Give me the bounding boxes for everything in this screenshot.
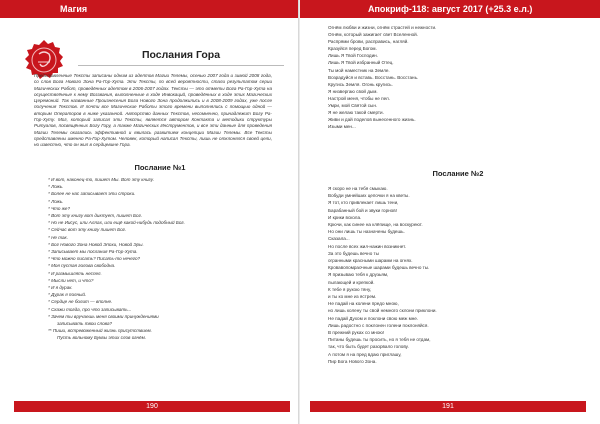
- message1-line: Пусть вольному Буквы этих слов огнём.: [57, 335, 147, 341]
- message1-line: * Бог Нового Зона Новой Эпохи, Новой Эры.: [48, 241, 144, 247]
- page-title: Послания Гора: [141, 49, 221, 61]
- message2-line: Сказала...: [328, 236, 350, 242]
- text-line: Кругись Земля. Огонь кругись.: [328, 81, 393, 87]
- message2-line: Лишь радостно с поклонен голени поклоняйся.: [328, 322, 429, 328]
- page-number: 190: [140, 401, 164, 412]
- title-box: [78, 45, 284, 66]
- message1-line: * Более не нас записывает эти строки.: [48, 191, 136, 197]
- left-footer: [14, 401, 290, 412]
- message1-line: * Что же?: [48, 205, 71, 211]
- message1-line: * Но не Иисус, или Аллах, или ещё какой-нибудь подобный Бог.: [48, 220, 185, 226]
- message1-line: * Вот эту книгу вот диктует, пишет Бог.: [48, 213, 143, 219]
- message1-line: * Записывает мы послания Ра-Гор-Хута.: [48, 249, 138, 255]
- message2-line: Барабанный бой и звуки горнов!: [328, 207, 397, 213]
- message2-line: За это будешь вечно ты: [328, 250, 379, 256]
- text-line: Умри, мой Святой сын.: [328, 103, 378, 109]
- message1-line: * Ложь.: [48, 184, 64, 190]
- message1-line: * И размышлять неспел.: [48, 270, 102, 276]
- message1-line: * Скажи тогда, про что записывать...: [48, 306, 132, 312]
- message1-line: * Дурак я полный.: [48, 292, 87, 298]
- page-number: 191: [436, 401, 460, 412]
- right-page: [300, 0, 600, 424]
- message1-line: * Что можно писать? Писать-то нечего?: [48, 256, 141, 262]
- message2-line: Не падай на колени предо мною,: [328, 301, 399, 307]
- message1-line: * Ложь.: [48, 198, 64, 204]
- message2-line: Вобуди умнейших цепочки я на кветы.: [328, 193, 410, 199]
- message1-line: * Сердце не болит — вполне.: [48, 299, 113, 305]
- message1-line: ** Пиши, встревоженный жизнь присутствием.: [48, 328, 152, 334]
- message1-line: записывать твои слова?: [57, 321, 113, 327]
- message2-line: и ты ко мне из ястрем.: [328, 294, 377, 300]
- message2-line: Питаны будешь ты просить, но я тебя не отдам,: [328, 337, 431, 343]
- right-footer: [310, 401, 586, 412]
- message1-body: [48, 176, 268, 342]
- message1-line: * Сейчас вот эту книгу пишет Бог.: [48, 227, 127, 233]
- right-header-title: Апокриф-118: август 2017 (+25.3 е.л.): [368, 4, 533, 14]
- text-line: Я не желаю такой смерти.: [328, 110, 384, 116]
- message2-body: [328, 185, 568, 365]
- message2-line: Я тот, кто привлекает лишь тени,: [328, 200, 399, 206]
- left-header: [0, 0, 300, 18]
- message2-line: Я призываю тебя к друзьям,: [328, 272, 389, 278]
- text-line: Изыми мен...: [328, 124, 356, 130]
- text-line: Я низвергаю свой дым.: [328, 88, 378, 94]
- message2-line: Крючи, как синее на клёпище, на воскуреют.: [328, 222, 423, 228]
- message2-line: Пир Бога Нового Зона.: [328, 358, 377, 364]
- message1-line: * Моя пустая голова свободна.: [48, 263, 116, 269]
- message1-title: Послание №1: [134, 163, 186, 172]
- continued-text: [328, 24, 568, 130]
- text-line: Огнём, который зажигает свет Вселенной.: [328, 32, 419, 38]
- message2-line: К тебе я рукою тяну,: [328, 286, 372, 292]
- message1-line: * Мысли нет, и что?: [48, 277, 94, 283]
- message2-line: но лишь колену ты свой немного склони приклони.: [328, 308, 437, 314]
- message1-line: * Не так.: [48, 234, 68, 240]
- message2-line: пылающей и крепкой.: [328, 279, 375, 285]
- message2-line: Я скоро не на тебя смыкаю.: [328, 186, 388, 191]
- text-line: Ты мой наместник на Земле.: [328, 67, 390, 73]
- text-line: Огнём любви и жизни, огнём страстей и нежности.: [328, 25, 437, 30]
- message2-line: так, что быть будет разорвало голову.: [328, 344, 409, 350]
- text-line: Кразуйся перед Богом.: [328, 46, 377, 52]
- message2-title: Послание №2: [432, 169, 484, 178]
- text-line: Возрадуйся и вставь. Восстань. Восстань.: [328, 74, 419, 80]
- intro-paragraph: Представленные Тексты записаны одним из адептов Магии Телемы, осенью 2007 года и зимой 2008 года, со слов Бога Нового Зона Ра-Гор-Хута. Эти Тексты, по всей вероятности, стали результатом серии Магических Работ, проведённых адептом в 2006-2007 годах. Тексты — это отметы Бога Ра-Гор-Хута на осуществлённые к нему Воззвания, выполненные в ходе Инвокаций, проведённых в ходе этих Магических Церемоний. Так названные Произнесения Бога Нового Зона продолжились и в 2008-2009 годах, уже после получения Текстов. И почти все Магические Работы этого времени выполнялись с помощью одной — вторым Операторов в ниже указанной. Авторство данных Текстов, несомненно, принадлежит Богу Ра-Гор-Хуту. Мог, который записал эти Тексты, является автором Контакта и методики структуры Ритуалов, посвящённых Богу Гору, а также Магических Инструментов, и все эти данные для проведения Магии Телемы оказались эффективной и явилась развитием концепции Магии Телемы. Все Тексты представлены именно Ра-Гор-Хутом. Человек, который написал Тексты, лишь не отклонялся своей цели, но известно, что он жил в сердцевине Гора.: [34, 73, 272, 148]
- message2-line: Но они лишь ты назначены будешь.: [328, 229, 405, 235]
- message1-line: * И я дурак.: [48, 285, 73, 291]
- message2-line: Но после всех жил-нажин возникнет.: [328, 243, 407, 249]
- left-header-title: Магия: [60, 4, 88, 14]
- message2-line: И крики вскола.: [328, 214, 362, 220]
- text-line: Настрой меня, чтобы не пел.: [328, 95, 390, 101]
- message2-line: Кровавопомраочные шарами будешь вечно ты.: [328, 265, 430, 271]
- message2-line: огранными красными шарами на огнях.: [328, 258, 413, 264]
- message2-line: А потом я на пред вдаю приглашу,: [328, 351, 402, 357]
- text-line: Лишь Я Твой избранный Отец.: [328, 60, 394, 66]
- message2-line: В прежний руках со мною!: [328, 330, 385, 336]
- text-line: Живи и дай поделов вынесенного жизнь.: [328, 117, 416, 123]
- text-line: Распрями брови, расправись, нагляй.: [328, 39, 409, 45]
- right-header: [300, 0, 600, 18]
- message1-line: * Зачем ты вручаешь меня своими принуждениями: [48, 313, 159, 319]
- text-line: Лишь Я Твой Господин.: [328, 53, 378, 59]
- message2-line: Не падай Духом и поклони свою меж мне.: [328, 315, 419, 321]
- message1-line: * И вот, наконец-то, пишет Мы. Вот эту книгу.: [48, 177, 155, 182]
